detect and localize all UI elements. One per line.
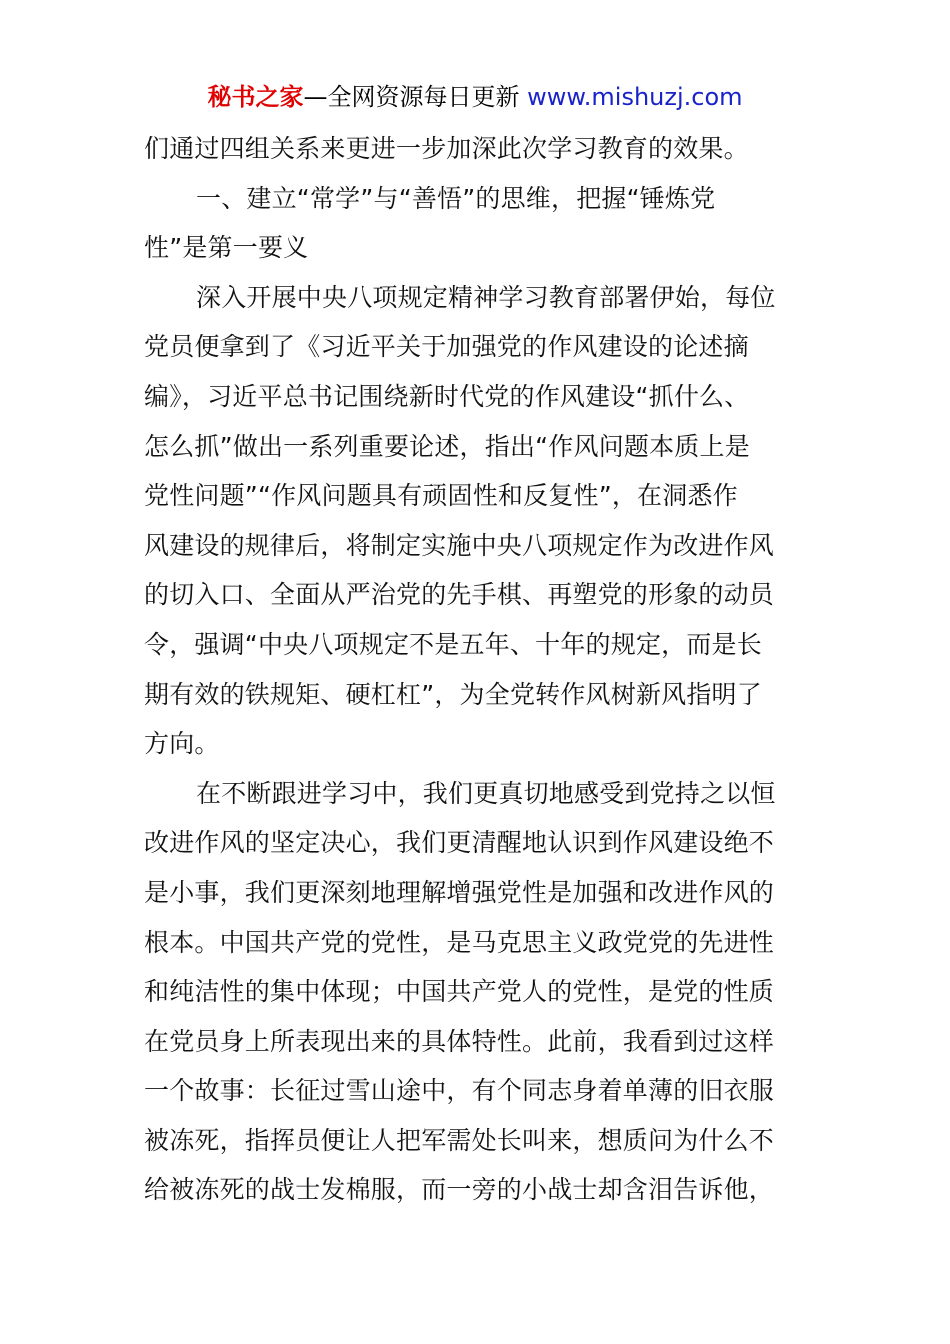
text-line: 在党员身上所表现出来的具体特性。此前，我看到过这样	[144, 1026, 775, 1056]
text-line: 编》，习近平总书记围绕新时代党的作风建设“抓什么、	[144, 381, 750, 411]
section-heading-continued: 性”是第一要义	[144, 233, 309, 263]
text-line: 的切入口、全面从严治党的先手棋、再塑党的形象的动员	[144, 580, 775, 610]
text-line: 被冻死，指挥员便让人把军需处长叫来，想质问为什么不	[144, 1125, 775, 1155]
text-line: 怎么抓”做出一系列重要论述，指出“作风问题本质上是	[144, 431, 750, 461]
text-line: 们通过四组关系来更进一步加深此次学习教育的效果。	[144, 134, 749, 163]
site-tagline: —全网资源每日更新	[303, 83, 528, 111]
site-brand: 秘书之家	[207, 83, 304, 111]
text-line: 方向。	[144, 729, 220, 759]
text-line: 改进作风的坚定决心，我们更清醒地认识到作风建设绝不	[144, 828, 775, 858]
text-line: 是小事，我们更深刻地理解增强党性是加强和改进作风的	[144, 877, 775, 907]
text-line: 风建设的规律后，将制定实施中央八项规定作为改进作风	[144, 530, 775, 560]
text-line: 和纯洁性的集中体现；中国共产党人的党性，是党的性质	[144, 977, 775, 1007]
text-line: 党性问题”“作风问题具有顽固性和反复性”，在洞悉作	[144, 481, 738, 511]
site-header	[0, 80, 950, 114]
text-line: 期有效的铁规矩、硬杠杠”，为全党转作风树新风指明了	[144, 679, 762, 709]
site-url-link[interactable]: www.mishuzj.com	[527, 83, 743, 111]
text-line: 党员便拿到了《习近平关于加强党的作风建设的论述摘	[144, 332, 749, 362]
text-line: 给被冻死的战士发棉服，而一旁的小战士却含泪告诉他，	[144, 1175, 775, 1205]
text-line: 深入开展中央八项规定精神学习教育部署伊始，每位	[196, 282, 776, 312]
section-heading: 一、建立“常学”与“善悟”的思维，把握“锤炼党	[196, 183, 716, 213]
text-line: 在不断跟进学习中，我们更真切地感受到党持之以恒	[196, 778, 776, 808]
text-line: 令，强调“中央八项规定不是五年、十年的规定，而是长	[144, 629, 762, 659]
text-line: 一个故事：长征过雪山途中，有个同志身着单薄的旧衣服	[144, 1076, 775, 1106]
text-line: 根本。中国共产党的党性，是马克思主义政党党的先进性	[144, 927, 775, 957]
document-body	[144, 124, 809, 1215]
